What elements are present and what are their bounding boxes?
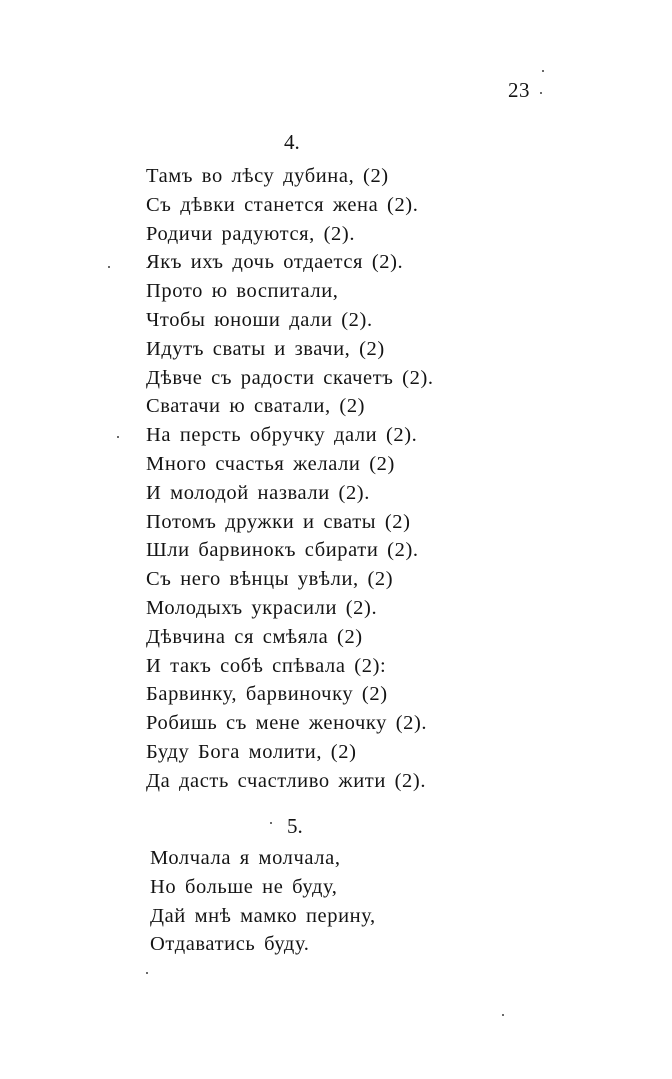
poem-line: Съ дѣвки станется жена (2). — [146, 193, 419, 216]
stanza — [146, 220, 434, 278]
stanza — [150, 844, 376, 959]
poem-line: Много счастья желали (2) — [146, 452, 395, 475]
poem-line: Дѣвчина ся смѣяла (2) — [146, 625, 363, 648]
scan-speck — [502, 1014, 504, 1016]
poem-line: И такъ собѣ спѣвала (2): — [146, 654, 387, 677]
stanza — [146, 392, 434, 450]
poem-line: Буду Бога молити, (2) — [146, 740, 357, 763]
section-number-4: 4. — [284, 130, 300, 154]
poem-line: Чтобы юноши дали (2). — [146, 308, 373, 331]
stanza — [146, 623, 434, 681]
poem-line: Робишь съ мене женочку (2). — [146, 712, 428, 735]
poem-line: Шли барвинокъ сбирати (2). — [146, 539, 419, 562]
stanza — [146, 450, 434, 508]
page-number: 23 — [508, 78, 530, 102]
poem-line: Идутъ сваты и звачи, (2) — [146, 337, 385, 360]
poem-line: Дай мнѣ мамко перину, — [150, 904, 376, 927]
poem-line: Тамъ во лѣсу дубина, (2) — [146, 165, 389, 187]
scan-speck — [108, 266, 110, 268]
stanza — [146, 680, 434, 738]
poem-5 — [150, 844, 376, 959]
poem-line: На персть обручку дали (2). — [146, 424, 418, 447]
scan-speck — [270, 822, 272, 824]
stanza — [146, 508, 434, 566]
poem-line: Якъ ихъ дочь отдается (2). — [146, 251, 404, 274]
scan-speck — [117, 436, 119, 438]
poem-line: Барвинку, барвиночку (2) — [146, 683, 388, 706]
stanza — [146, 565, 434, 623]
poem-line: Потомъ дружки и сваты (2) — [146, 510, 411, 533]
poem-line: Сватачи ю сватали, (2) — [146, 395, 366, 418]
poem-line: Молодыхъ украсили (2). — [146, 596, 378, 619]
poem-line: Отдаватись буду. — [150, 933, 310, 956]
scan-speck — [542, 70, 544, 72]
poem-line: Но больше не буду, — [150, 875, 338, 898]
poem-line: Родичи радуются, (2). — [146, 222, 356, 245]
poem-line: Дѣвче съ радости скачетъ (2). — [146, 366, 434, 389]
scan-speck — [540, 92, 542, 94]
section-number-5: 5. — [287, 814, 303, 838]
stanza — [146, 277, 434, 335]
poem-line: Съ него вѣнцы увѣли, (2) — [146, 568, 394, 591]
poem-line: И молодой назвали (2). — [146, 481, 370, 504]
poem-line: Да дасть счастливо жити (2). — [146, 769, 427, 792]
scan-speck — [146, 972, 148, 974]
poem-line: Прото ю воспитали, — [146, 280, 339, 303]
poem-line: Молчала я молчала, — [150, 847, 341, 869]
poem-4 — [146, 162, 434, 796]
stanza — [146, 335, 434, 393]
stanza — [146, 162, 434, 220]
stanza — [146, 738, 434, 796]
